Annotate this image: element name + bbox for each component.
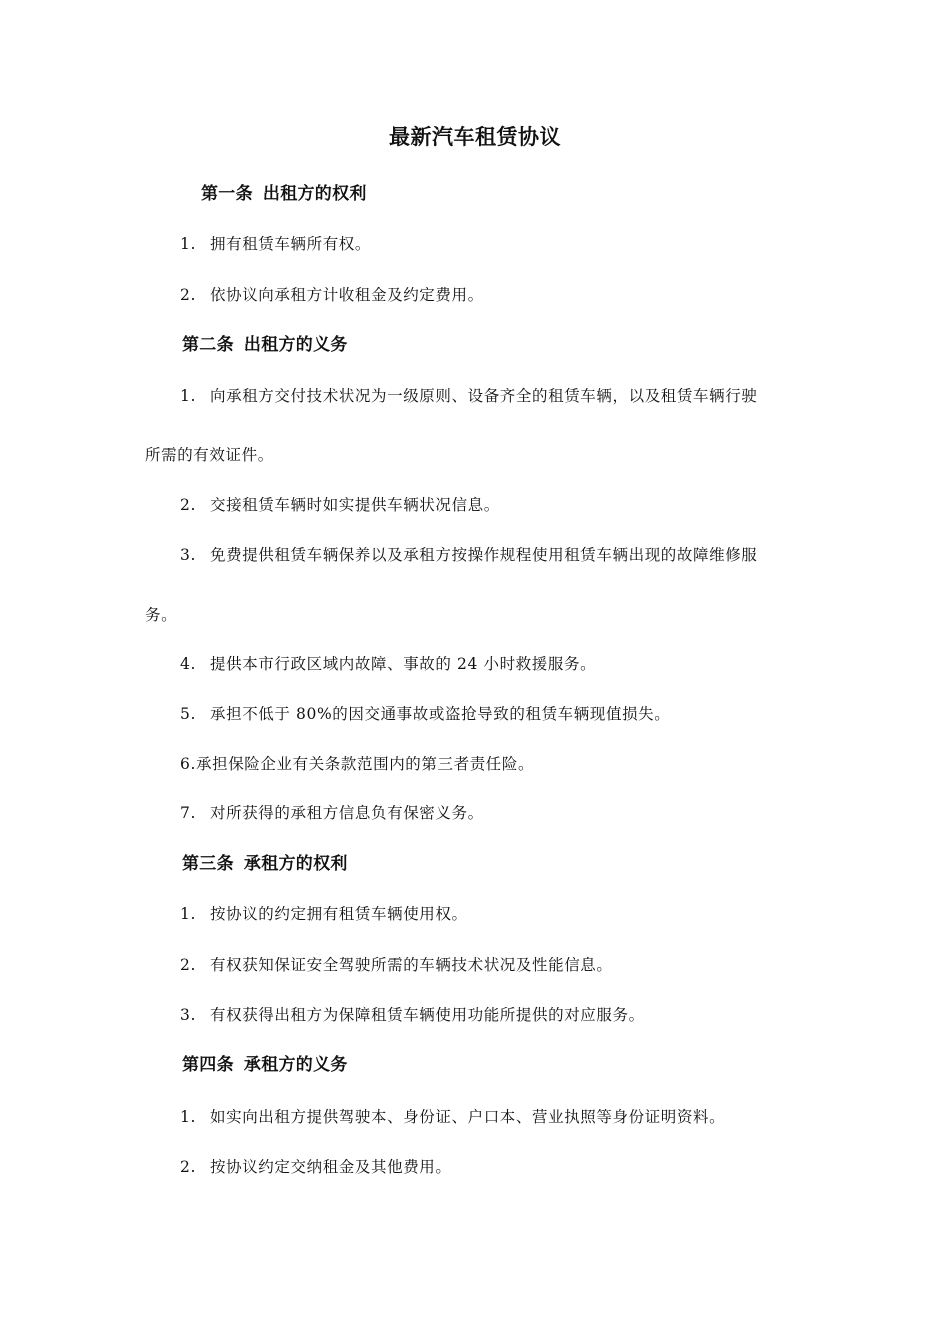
section-heading-1 [201, 182, 367, 206]
list-item: 3. 有权获得出租方为保障租赁车辆使用功能所提供的对应服务。 [180, 1006, 645, 1024]
section-heading-4 [182, 1053, 348, 1077]
list-item: 1. 如实向出租方提供驾驶本、身份证、户口本、营业执照等身份证明资料。 [180, 1108, 726, 1126]
list-item: 1. 按协议的约定拥有租赁车辆使用权。 [180, 905, 468, 923]
list-item: 1. 拥有租赁车辆所有权。 [180, 235, 372, 253]
list-item: 3. 免费提供租赁车辆保养以及承租方按操作规程使用租赁车辆出现的故障维修服 [180, 546, 758, 564]
section-title: 承租方的权利 [243, 854, 348, 874]
list-item: 6.承担保险企业有关条款范围内的第三者责任险。 [180, 755, 535, 773]
list-item: 2. 有权获知保证安全驾驶所需的车辆技术状况及性能信息。 [180, 956, 613, 974]
list-item-continuation: 务。 [145, 606, 178, 624]
section-heading-2 [182, 333, 348, 357]
list-item: 2. 按协议约定交纳租金及其他费用。 [180, 1158, 452, 1176]
section-title: 出租方的权利 [262, 184, 367, 204]
section-title: 承租方的义务 [243, 1055, 348, 1075]
section-title: 出租方的义务 [243, 335, 348, 355]
section-number: 第四条 [182, 1055, 234, 1075]
list-item: 1. 向承租方交付技术状况为一级原则、设备齐全的租赁车辆，以及租赁车辆行驶 [180, 387, 758, 405]
section-heading-3 [182, 852, 348, 876]
document-title: 最新汽车租赁协议 [389, 125, 561, 149]
list-item-continuation: 所需的有效证件。 [145, 446, 274, 464]
list-item: 7. 对所获得的承租方信息负有保密义务。 [180, 804, 484, 822]
list-item: 2. 依协议向承租方计收租金及约定费用。 [180, 286, 484, 304]
list-item: 5. 承担不低于 80%的因交通事故或盗抢导致的租赁车辆现值损失。 [180, 705, 671, 723]
section-number: 第一条 [201, 184, 253, 204]
section-number: 第三条 [182, 854, 234, 874]
section-number: 第二条 [182, 335, 234, 355]
list-item: 4. 提供本市行政区域内故障、事故的 24 小时救援服务。 [180, 655, 597, 673]
list-item: 2. 交接租赁车辆时如实提供车辆状况信息。 [180, 496, 500, 514]
